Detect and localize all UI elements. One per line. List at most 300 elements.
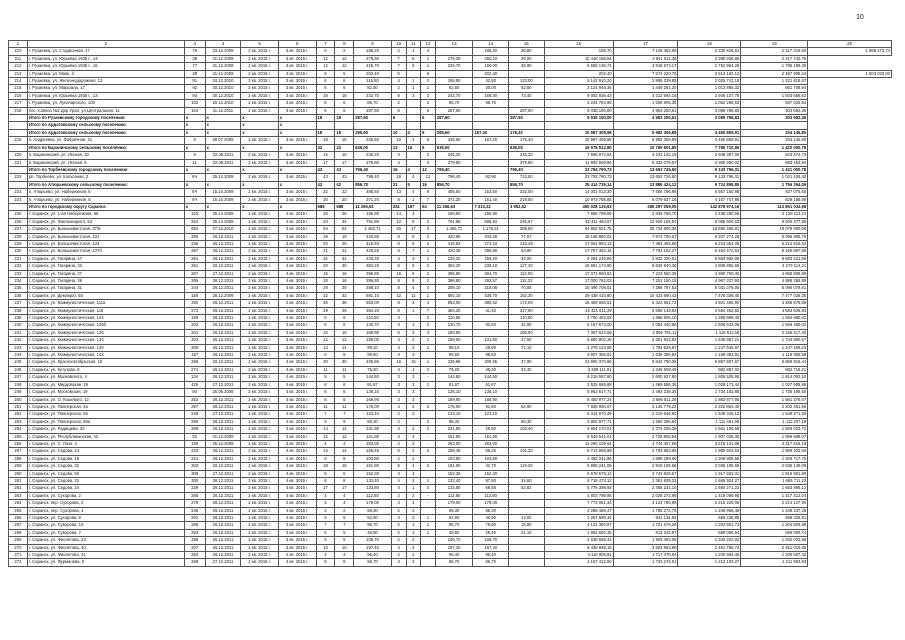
- table-cell: [509, 211, 545, 218]
- table-cell: 64 854 501,75: [544, 226, 613, 233]
- table-cell: 29: [316, 285, 335, 292]
- table-cell: 4: [406, 211, 421, 218]
- table-cell: 1 028 173,44: [678, 381, 741, 388]
- table-cell: 12: [421, 41, 436, 48]
- table-cell: 4 кв. 2015 г.: [278, 285, 316, 292]
- table-row: [9, 300, 892, 307]
- table-cell: 3: [406, 374, 421, 381]
- table-cell: 2 кв. 2015 г.: [241, 374, 279, 381]
- table-cell: 2 кв. 2015 г.: [241, 174, 279, 181]
- table-cell: 4: [335, 492, 354, 499]
- table-cell: 210: [9, 48, 28, 55]
- table-cell: 241: [9, 329, 28, 336]
- table-cell: 5 090 079,81: [741, 285, 808, 292]
- table-cell: 10 769 801,85: [613, 144, 678, 151]
- table-cell: рп. Торбеево, ул. Колхозная, 2: [27, 174, 184, 181]
- table-cell: Итого по Баранинскому сельскому поселению:: [27, 144, 184, 151]
- table-cell: 791,68: [435, 218, 473, 225]
- table-cell: 4 кв. 2015 г.: [278, 263, 316, 270]
- table-cell: 245,20: [354, 152, 392, 159]
- table-cell: 127,20: [509, 263, 545, 270]
- table-cell: 3 089 786,83: [678, 115, 741, 122]
- table-cell: 49,50: [435, 529, 473, 536]
- table-cell: 26.12.2008: [205, 218, 241, 225]
- table-cell: 12: [391, 218, 406, 225]
- table-row: [9, 544, 892, 551]
- table-cell: 6: [335, 107, 354, 114]
- table-cell: 4: [316, 492, 335, 499]
- table-cell: 88,30: [435, 418, 473, 425]
- table-cell: [509, 100, 545, 107]
- table-cell: 4: [421, 329, 436, 336]
- table-cell: [435, 70, 473, 77]
- table-cell: 1 966 698,07: [741, 433, 808, 440]
- table-cell: 3: [391, 152, 406, 159]
- table-cell: 9: [421, 189, 436, 196]
- table-cell: [473, 159, 509, 166]
- table-cell: 2 кв. 2015 г.: [241, 85, 279, 92]
- table-cell: 213: [9, 70, 28, 77]
- table-cell: 221: [9, 159, 28, 166]
- table-cell: 161,90: [435, 463, 473, 470]
- table-cell: 223: [184, 448, 205, 455]
- table-cell: 3 124 780,98: [613, 500, 678, 507]
- table-cell: 658 328,91: [741, 515, 808, 522]
- table-cell: [9, 122, 28, 129]
- table-cell: 1 665 711,23: [741, 477, 808, 484]
- table-cell: 4: [406, 137, 421, 144]
- table-cell: 5 214 615,53: [741, 240, 808, 247]
- table-cell: 4 кв. 2015 г.: [278, 403, 316, 410]
- table-cell: 16: [335, 270, 354, 277]
- table-cell: 16: [316, 92, 335, 99]
- table-cell: 8: [335, 455, 354, 462]
- table-cell: [473, 181, 509, 188]
- table-cell: 26.12.2011: [205, 255, 241, 262]
- table-cell: 12,00: [509, 515, 545, 522]
- table-cell: г. Саранск, ул. Суворова, 7: [27, 529, 184, 536]
- table-cell: 8: [406, 55, 421, 62]
- table-cell: 7 128 392,98: [613, 48, 678, 55]
- table-cell: 2: [406, 381, 421, 388]
- table-cell: 2 кв. 2015 г.: [241, 381, 279, 388]
- table-row: [9, 411, 892, 418]
- table-cell: 6: [335, 322, 354, 329]
- table-cell: 74,10: [509, 344, 545, 351]
- table-cell: 23.12.2006: [205, 48, 241, 55]
- table-cell: 5 464 472,64: [678, 248, 741, 255]
- table-cell: 29: [316, 307, 335, 314]
- table-cell: 22: [335, 189, 354, 196]
- table-cell: 02.08.2011: [205, 159, 241, 166]
- table-cell: 4 кв. 2015 г.: [278, 463, 316, 470]
- table-cell: 1: [421, 55, 436, 62]
- table-cell: 2 кв. 2015 г.: [241, 307, 279, 314]
- table-cell: 4 кв. 2015 г.: [278, 352, 316, 359]
- table-cell: 151,90: [435, 433, 473, 440]
- table-cell: 2 кв. 2015 г.: [241, 396, 279, 403]
- table-cell: 6 713 969,99: [544, 448, 613, 455]
- table-cell: 17: [335, 485, 354, 492]
- table-row: [9, 344, 892, 351]
- table-cell: 3 кв. 2015 г.: [278, 159, 316, 166]
- table-cell: 43: [316, 166, 335, 173]
- table-cell: x: [205, 203, 241, 210]
- table-row: [9, 455, 892, 462]
- table-cell: 96,70: [354, 559, 392, 566]
- table-row: [9, 515, 892, 522]
- table-cell: 7 986 799,05: [544, 211, 613, 218]
- table-cell: [741, 122, 808, 129]
- table-cell: 1: [421, 63, 436, 70]
- table-cell: 26.12.2011: [205, 248, 241, 255]
- table-cell: 1: [421, 381, 436, 388]
- table-cell: 2: [421, 152, 436, 159]
- table-cell: 4: [391, 426, 406, 433]
- table-cell: 247: [9, 374, 28, 381]
- table-cell: 86,70: [473, 100, 509, 107]
- subtotal-row: [9, 181, 892, 188]
- table-cell: x: [278, 166, 316, 173]
- table-cell: 123,10: [473, 411, 509, 418]
- table-cell: 1: [406, 196, 421, 203]
- table-cell: 553,00: [435, 300, 473, 307]
- table-cell: 345,60: [435, 137, 473, 144]
- table-cell: 298: [184, 537, 205, 544]
- table-cell: 17: [613, 41, 678, 48]
- table-cell: 75,20: [354, 366, 392, 373]
- table-cell: 4: [406, 285, 421, 292]
- table-cell: 2 кв. 2015 г.: [241, 455, 279, 462]
- table-cell: 202,40: [473, 70, 509, 77]
- table-cell: г. Саранск, ул. Краснооктябрьская, 15: [27, 359, 184, 366]
- table-cell: 2: [421, 426, 436, 433]
- table-cell: 3 124 946,36: [544, 85, 613, 92]
- table-cell: 103,40: [509, 426, 545, 433]
- table-cell: 1 638 385,82: [613, 352, 678, 359]
- table-cell: п. Баранинский, ул. Лесная, 33: [27, 152, 184, 159]
- table-cell: 3 696 811,28: [613, 396, 678, 403]
- table-cell: 12: [391, 292, 406, 299]
- table-cell: 256: [9, 440, 28, 447]
- table-cell: г. Саранск, ул. Республиканская, 42: [27, 433, 184, 440]
- table-cell: г. Рузаевка, ул. Юрьевка 1935 г., 13: [27, 92, 184, 99]
- table-cell: 1 422 000,78: [741, 144, 808, 151]
- table-cell: 5: [406, 240, 421, 247]
- table-cell: 36,80: [509, 48, 545, 55]
- table-cell: 5: [316, 374, 335, 381]
- table-cell: г. Рузаевка, ул. Железнодорожная, 13: [27, 78, 184, 85]
- table-cell: п. Андреевка, ул. Фабричная, 31: [27, 137, 184, 144]
- table-cell: 3 503 863,88: [613, 544, 678, 551]
- table-cell: 362,20: [435, 263, 473, 270]
- table-cell: 285: [184, 492, 205, 499]
- table-row: [9, 537, 892, 544]
- table-row: [9, 403, 892, 410]
- table-cell: 1 027 908,88: [741, 381, 808, 388]
- table-cell: 32: [335, 292, 354, 299]
- table-cell: 02.08.2011: [205, 152, 241, 159]
- table-row: [9, 359, 892, 366]
- table-cell: 5: [406, 181, 421, 188]
- table-row: [9, 485, 892, 492]
- table-cell: 2 025 741,10: [678, 78, 741, 85]
- table-cell: 246: [184, 240, 205, 247]
- table-cell: 334 145,80: [741, 129, 808, 136]
- table-cell: 151,40: [473, 196, 509, 203]
- table-cell: 245,20: [435, 152, 473, 159]
- table-cell: 4: [406, 463, 421, 470]
- table-cell: 10: [335, 544, 354, 551]
- table-cell: 4 584 452,82: [678, 307, 741, 314]
- table-cell: 4 кв. 2015 г.: [278, 448, 316, 455]
- table-row: [9, 389, 892, 396]
- table-cell: 143,49: [509, 240, 545, 247]
- table-cell: [509, 500, 545, 507]
- table-cell: 26.12.2011: [205, 315, 241, 322]
- table-cell: 4: [391, 500, 406, 507]
- table-cell: 4 кв. 2015 г.: [278, 337, 316, 344]
- table-cell: 3: [391, 389, 406, 396]
- table-cell: 2 кв. 2015 г.: [241, 463, 279, 470]
- table-cell: 3: [421, 226, 436, 233]
- table-cell: 297: [184, 248, 205, 255]
- table-cell: 279: [184, 500, 205, 507]
- table-row: [9, 233, 892, 240]
- table-cell: 1 159 383,81: [678, 352, 741, 359]
- table-cell: 2 946 107,78: [678, 92, 741, 99]
- table-cell: 1 564 890,62: [741, 315, 808, 322]
- table-cell: 52,90: [354, 515, 392, 522]
- table-cell: 26.12.2011: [205, 396, 241, 403]
- table-cell: x: [241, 181, 279, 188]
- table-cell: 4: [406, 544, 421, 551]
- table-cell: 5 567 150,99: [678, 189, 741, 196]
- table-cell: 19: [316, 233, 335, 240]
- table-cell: 1 814 092,10: [741, 374, 808, 381]
- table-cell: 9: [335, 418, 354, 425]
- table-cell: -: [421, 211, 436, 218]
- table-cell: 3: [391, 381, 406, 388]
- table-cell: 3: [421, 240, 436, 247]
- table-cell: 20: [316, 196, 335, 203]
- table-cell: 43: [335, 166, 354, 173]
- table-cell: 3: [406, 329, 421, 336]
- table-cell: Итого по Атюрьевскому сельскому поселению:: [27, 181, 184, 188]
- table-cell: 82,90: [473, 174, 509, 181]
- table-cell: 25 414 739,14: [544, 181, 613, 188]
- table-cell: 26.12.2011: [205, 552, 241, 559]
- table-cell: 179,00: [435, 500, 473, 507]
- table-cell: 380,52: [473, 300, 509, 307]
- table-cell: 2: [406, 507, 421, 514]
- table-cell: 12: [316, 433, 335, 440]
- table-cell: 7 476 336,40: [678, 292, 741, 299]
- table-cell: 4: [335, 552, 354, 559]
- table-cell: г. Саранск, ул. Седова, 22: [27, 477, 184, 484]
- table-cell: 201: [184, 329, 205, 336]
- table-cell: 9 133 796,31: [678, 166, 741, 173]
- table-cell: [421, 507, 436, 514]
- table-cell: 134: [184, 374, 205, 381]
- table-cell: 371,20: [435, 196, 473, 203]
- table-cell: 4: [391, 78, 406, 85]
- table-cell: 30: [335, 359, 354, 366]
- table-cell: г. Рузаевка, ул. Стадионная, 17: [27, 48, 184, 55]
- table-cell: г. Саранск, ул. Гагарина, 27: [27, 270, 184, 277]
- table-cell: 5: [406, 63, 421, 70]
- table-cell: 207: [184, 544, 205, 551]
- table-row: [9, 337, 892, 344]
- table-cell: 2 948 357,00: [678, 152, 741, 159]
- table-cell: [509, 440, 545, 447]
- table-cell: 223: [9, 189, 28, 196]
- table-cell: x: [184, 144, 205, 151]
- table-cell: 1 200 567,42: [741, 552, 808, 559]
- table-cell: x: [205, 129, 241, 136]
- table-cell: 2: [406, 403, 421, 410]
- table-cell: 35,90: [509, 63, 545, 70]
- table-cell: 21: [391, 181, 406, 188]
- table-cell: 2 кв. 2015 г.: [241, 63, 279, 70]
- table-cell: 2 726 808,54: [613, 433, 678, 440]
- table-cell: 5: [316, 85, 335, 92]
- table-cell: 152,30: [509, 292, 545, 299]
- table-cell: 3: [406, 396, 421, 403]
- table-cell: 6: [316, 559, 335, 566]
- table-cell: 2 кв. 2015 г.: [241, 522, 279, 529]
- table-cell: 237: [9, 300, 28, 307]
- table-cell: 4: [391, 544, 406, 551]
- table-cell: 2: [391, 100, 406, 107]
- table-cell: 384,20: [435, 307, 473, 314]
- table-cell: x: [205, 166, 241, 173]
- table-cell: 591,10: [435, 292, 473, 299]
- table-cell: 92: [184, 85, 205, 92]
- table-row: [9, 152, 892, 159]
- table-cell: 3 513 182,12: [678, 70, 741, 77]
- table-cell: 178,40: [509, 129, 545, 136]
- table-cell: 2 кв. 2015 г.: [241, 292, 279, 299]
- table-cell: 26.12.2011: [205, 522, 241, 529]
- table-cell: 332,00: [509, 189, 545, 196]
- table-cell: 4 кв. 2015 г.: [278, 559, 316, 566]
- table-cell: x: [184, 122, 205, 129]
- table-cell: г. Саранск, ул. Хмельницкого, 54: [27, 218, 184, 225]
- table-cell: 654: [184, 226, 205, 233]
- table-cell: 553,00: [354, 300, 392, 307]
- table-cell: г. Саранск, ул. Седова, 50: [27, 470, 184, 477]
- table-cell: 34,00: [509, 255, 545, 262]
- table-cell: 32: [316, 144, 335, 151]
- table-cell: 242,70: [354, 92, 392, 99]
- table-cell: 1 175,21: [473, 226, 509, 233]
- table-cell: 396,80: [435, 278, 473, 285]
- table-cell: 98,30: [354, 507, 392, 514]
- table-cell: 227: [9, 226, 28, 233]
- table-cell: 6: [421, 144, 436, 151]
- table-cell: [421, 396, 436, 403]
- table-cell: 295: [184, 418, 205, 425]
- table-cell: 3 кв. 2015 г.: [278, 92, 316, 99]
- table-cell: 26 734 800,06: [613, 226, 678, 233]
- table-cell: 2 238 280,55: [678, 211, 741, 218]
- table-cell: 2 кв. 2015 г.: [241, 189, 279, 196]
- table-cell: 263,00: [354, 440, 392, 447]
- table-cell: 15: [316, 329, 335, 336]
- table-cell: [473, 329, 509, 336]
- table-cell: 927 075,50: [741, 189, 808, 196]
- table-cell: 6: [406, 270, 421, 277]
- table-cell: 18,80: [509, 522, 545, 529]
- table-cell: пос. Совхоз №2 Дор Урал, ул.Центральная, 11: [27, 107, 184, 114]
- table-cell: 4 кв. 2015 г.: [278, 381, 316, 388]
- table-cell: 144,50: [473, 374, 509, 381]
- table-cell: 4: [421, 485, 436, 492]
- table-cell: 4 кв. 2015 г.: [278, 233, 316, 240]
- table-cell: 5: [391, 448, 406, 455]
- table-cell: 231,90: [435, 426, 473, 433]
- table-row: [9, 78, 892, 85]
- table-cell: 9 683 221,58: [741, 255, 808, 262]
- table-cell: 278,30: [435, 55, 473, 62]
- table-cell: 287,60: [509, 115, 545, 122]
- table-cell: [9, 181, 28, 188]
- table-cell: 19: [741, 41, 808, 48]
- table-cell: 26.12.2011: [205, 278, 241, 285]
- table-cell: 4 кв. 2015 г.: [278, 440, 316, 447]
- table-cell: 95,70: [354, 522, 392, 529]
- table-cell: 18: [678, 41, 741, 48]
- table-cell: 217: [9, 100, 28, 107]
- table-cell: г. Рузаевка, ул. Юрьевка 1935 г., 16: [27, 63, 184, 70]
- table-cell: 485,50: [354, 189, 392, 196]
- table-cell: г. Саранск, ул. С. Лазо, 4: [27, 440, 184, 447]
- table-cell: г. Саранск, ул. Пионерская, 56а: [27, 418, 184, 425]
- table-cell: 266: [184, 359, 205, 366]
- table-cell: 7 785 710,95: [678, 144, 741, 151]
- table-cell: [678, 122, 741, 129]
- table-cell: 1: [421, 359, 436, 366]
- table-cell: 1 483,71: [435, 226, 473, 233]
- table-cell: 8 450 977,24: [544, 396, 613, 403]
- table-cell: 2 895 239,85: [613, 78, 678, 85]
- table-cell: 4 кв. 2015 г.: [278, 366, 316, 373]
- table-cell: 23 793 790,73: [544, 174, 613, 181]
- table-cell: 1 506 643,06: [678, 322, 741, 329]
- table-cell: [473, 152, 509, 159]
- table-cell: 3 839 768,70: [613, 211, 678, 218]
- table-cell: 28,50: [473, 426, 509, 433]
- table-cell: 14 301 013,30: [544, 189, 613, 196]
- table-cell: 1 881 376,07: [741, 396, 808, 403]
- table-cell: 196,20: [354, 48, 392, 55]
- table-cell: 5 224 354,05: [678, 240, 741, 247]
- table-cell: 4 841 511,36: [613, 55, 678, 62]
- table-cell: 3: [406, 477, 421, 484]
- table-cell: 1: [421, 292, 436, 299]
- table-cell: 2 457 908,44: [741, 70, 808, 77]
- table-cell: 9 500 377,96: [741, 218, 808, 225]
- table-cell: 7: [335, 411, 354, 418]
- table-cell: [406, 159, 421, 166]
- table-cell: 569 066,94: [678, 529, 741, 536]
- table-cell: 26.12.2011: [205, 263, 241, 270]
- table-cell: 103,80: [354, 455, 392, 462]
- table-cell: 5: [316, 48, 335, 55]
- table-cell: 269: [184, 559, 205, 566]
- table-cell: 4: [406, 433, 421, 440]
